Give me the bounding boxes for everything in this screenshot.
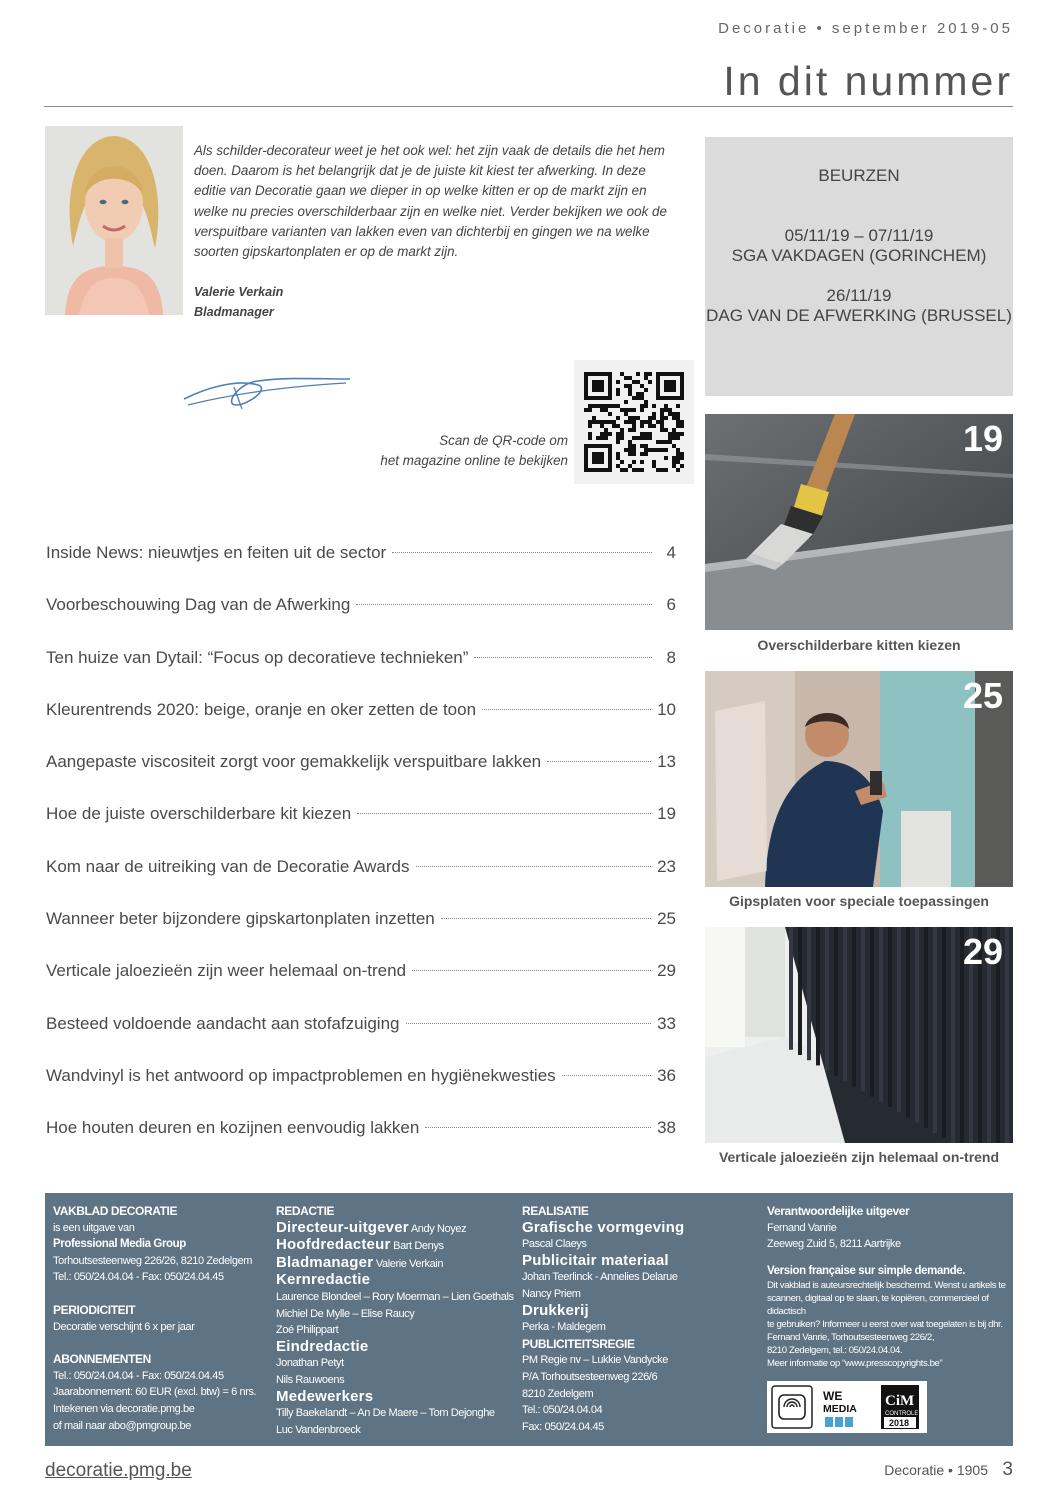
feature-photo-blinds[interactable]	[705, 927, 1013, 1143]
badges-graphic	[767, 1381, 927, 1433]
colophon-line: Tel.: 050/24.04.04 - Fax: 050/24.04.45	[53, 1271, 224, 1284]
toc-title: Ten huize van Dytail: “Focus op decoratieve technieken”	[46, 647, 469, 667]
author-name: Valerie Verkain	[194, 285, 284, 299]
toc-page: 23	[657, 856, 676, 876]
colophon-line: P/A Torhoutsesteenweg 226/6	[522, 1370, 658, 1383]
events-box	[705, 137, 1013, 396]
role-label: Directeur-uitgever	[276, 1218, 409, 1236]
we-media-logo-media: MEDIA	[823, 1403, 857, 1415]
toc-entry[interactable]	[46, 648, 676, 700]
colophon-line: Fax: 050/24.04.45	[522, 1420, 604, 1433]
toc-leader	[416, 866, 652, 867]
portrait-illustration	[45, 126, 183, 315]
author-portrait	[45, 126, 183, 315]
event-name: SGA VAKDAGEN (GORINCHEM)	[731, 246, 987, 265]
event-name: DAG VAN DE AFWERKING (BRUSSEL)	[706, 306, 1012, 325]
event-dates: 05/11/19 – 07/11/19	[784, 226, 934, 245]
role-label: Bladmanager	[276, 1253, 374, 1271]
colophon-line: Michiel De Mylle – Elise Raucy	[276, 1307, 415, 1320]
feature-caption: Gipsplaten voor speciale toepassingen	[729, 893, 989, 909]
feature-caption: Verticale jaloezieën zijn helemaal on-trend	[718, 1149, 1000, 1165]
role-person: Bart Denys	[393, 1240, 444, 1253]
role-person: Andy Noyez	[410, 1222, 467, 1235]
toc-page: 10	[657, 699, 676, 719]
toc-page: 29	[657, 961, 676, 981]
toc-title: Wandvinyl is het antwoord op impactproblemen en hygiënekwesties	[46, 1065, 556, 1085]
colophon-line: Tilly Baekelandt – An De Maere – Tom Dejonghe	[276, 1407, 495, 1420]
events-heading: BEURZEN	[818, 166, 900, 185]
certification-badges	[767, 1381, 927, 1433]
toc-title: Aangepaste viscositeit zorgt voor gemakkelijk verspuitbare lakken	[46, 752, 542, 772]
role-label: Publicitair materiaal	[522, 1251, 669, 1269]
toc-entry[interactable]	[46, 1118, 676, 1170]
colophon-publisher	[53, 1203, 273, 1434]
toc-leader	[474, 657, 652, 658]
colophon-line: Pascal Claeys	[522, 1238, 587, 1251]
qr-caption-line-2: het magazine online te bekijken	[380, 453, 568, 469]
toc-entry[interactable]	[46, 595, 676, 647]
toc-entry[interactable]	[46, 1014, 676, 1066]
colophon-line: Perka - Maldegem	[522, 1321, 606, 1334]
feature-page-number: 25	[962, 675, 1003, 716]
colophon-heading: REDACTIE	[276, 1204, 335, 1218]
toc-entry[interactable]	[46, 752, 676, 804]
colophon-heading: VAKBLAD DECORATIE	[53, 1204, 178, 1218]
colophon-line: PM Regie nv – Lukkie Vandycke	[522, 1354, 668, 1367]
toc-title: Besteed voldoende aandacht aan stofafzuiging	[46, 1013, 400, 1033]
colophon-responsible	[767, 1203, 1007, 1370]
colophon-line: Intekenen via decoratie.pmg.be	[53, 1402, 195, 1415]
colophon-heading: PUBLICITEITSREGIE	[522, 1336, 635, 1351]
role-label: Grafische vormgeving	[522, 1218, 685, 1236]
role-person: Valerie Verkain	[375, 1257, 444, 1270]
role-label: Hoofdredacteur	[276, 1236, 391, 1254]
colophon-heading: Verantwoordelijke uitgever	[767, 1204, 910, 1218]
toc-leader	[547, 761, 651, 762]
toc-page: 19	[657, 804, 676, 824]
toc-title: Kleurentrends 2020: beige, oranje en oker zetten de toon	[46, 699, 477, 719]
toc-leader	[482, 709, 651, 710]
toc-entry[interactable]	[46, 543, 676, 595]
toc-title: Hoe de juiste overschilderbare kit kiezen	[46, 804, 352, 824]
handwritten-signature	[178, 365, 358, 415]
toc-page: 25	[657, 909, 676, 929]
issue-info: Decoratie • september 2019-05	[718, 20, 1013, 37]
feature-page-number: 29	[962, 931, 1003, 972]
colophon-line: Nils Rauwoens	[276, 1373, 345, 1386]
copyright-note: scannen, digitaal op te slaan, te kopiëren, commercieel of didactisch	[767, 1293, 989, 1318]
colophon	[45, 1193, 1013, 1446]
feature-page-number: 19	[962, 418, 1003, 459]
toc-title: Inside News: nieuwtjes en feiten uit de sector	[46, 543, 387, 562]
colophon-line: Tel.: 050/24.04.04	[522, 1404, 603, 1417]
feature-caption: Overschilderbare kitten kiezen	[757, 637, 961, 653]
toc-title: Voorbeschouwing Dag van de Afwerking	[46, 595, 351, 615]
footer-magazine: Decoratie • 1905	[884, 1462, 988, 1478]
copyright-note: te gebruiken? Informeer u eerst over wat toegelaten is bij dhr.	[767, 1319, 1003, 1331]
colophon-heading: Version française sur simple demande.	[767, 1264, 966, 1277]
toc-entry[interactable]	[46, 857, 676, 909]
website-link[interactable]: decoratie.pmg.be	[45, 1460, 192, 1481]
toc-entry[interactable]	[46, 804, 676, 856]
colophon-line: Zeeweg Zuid 5, 8211 Aartrijke	[767, 1238, 901, 1251]
toc-leader	[412, 970, 651, 971]
colophon-line: Laurence Blondeel – Rory Moerman – Lien Goethals	[276, 1290, 514, 1303]
colophon-line: Nancy Priem	[522, 1287, 581, 1300]
qr-caption	[330, 431, 568, 471]
header-divider	[44, 106, 1013, 107]
qr-code[interactable]	[574, 360, 694, 484]
cim-logo: CiM	[885, 1393, 915, 1409]
colophon-heading: ABONNEMENTEN	[53, 1352, 151, 1367]
toc-page: 33	[657, 1013, 676, 1033]
role-label: Eindredactie	[276, 1337, 369, 1355]
toc-page: 36	[657, 1065, 676, 1085]
toc-leader	[392, 552, 652, 553]
colophon-production	[522, 1203, 752, 1435]
qr-caption-line-1: Scan de QR-code om	[439, 433, 568, 448]
copyright-note: 8210 Zedelgem, tel.: 050/24.04.04.	[767, 1345, 903, 1357]
colophon-line: Luc Vandenbroeck	[276, 1423, 361, 1436]
editorial-text: Als schilder-decorateur weet je het ook wel: het zijn vaak de details die het hem doen. Daarom is het belangrijk dat je de juiste kit kiest ter afwerking. In deze editie van Decoratie gaan we dieper in op welke kitten er op de markt zijn en welke nu precies overschilderbaar zijn en welke niet. Verder bekijken we ook de verspuitbare varianten van lakken even van dichterbij en gingen we na welke soorten gipskartonplaten er op de markt zijn.	[194, 143, 667, 260]
colophon-line: Jonathan Petyt	[276, 1357, 344, 1370]
toc-page: 6	[666, 595, 676, 615]
feature-photo-brush[interactable]	[705, 414, 1013, 630]
toc-page: 8	[666, 647, 676, 667]
role-label: Medewerkers	[276, 1387, 374, 1405]
cim-logo-subtitle: CONTROLE	[885, 1411, 919, 1417]
colophon-line: Johan Teerlinck - Annelies Delarue	[522, 1271, 678, 1284]
toc-leader	[356, 604, 652, 605]
feature-photo-drywall[interactable]	[705, 671, 1013, 887]
publisher-name: Professional Media Group	[53, 1238, 186, 1251]
colophon-editorial	[276, 1203, 516, 1438]
toc-entry[interactable]	[46, 961, 676, 1013]
toc-title: Hoe houten deuren en kozijnen eenvoudig lakken	[46, 1118, 420, 1138]
colophon-line: Tel.: 050/24.04.04 - Fax: 050/24.04.45	[53, 1369, 224, 1382]
qr-code-graphic	[574, 360, 694, 484]
event-dates: 26/11/19	[826, 286, 892, 305]
page-number: 3	[1002, 1459, 1013, 1480]
table-of-contents	[46, 543, 676, 1171]
copyright-note: Meer informatie op “www.presscopyrights.be”	[767, 1358, 943, 1370]
colophon-line: Torhoutsesteenweg 226/26, 8210 Zedelgem	[53, 1254, 253, 1267]
colophon-line: Jaarabonnement: 60 EUR (excl. btw) = 6 nrs.	[53, 1386, 257, 1399]
colophon-heading: REALISATIE	[522, 1204, 589, 1218]
toc-entry[interactable]	[46, 1066, 676, 1118]
colophon-line: Zoé Philippart	[276, 1324, 339, 1337]
editorial-signature-block	[194, 282, 283, 322]
toc-title: Verticale jaloezieën zijn weer helemaal on-trend	[46, 961, 407, 981]
event-item	[705, 226, 1013, 266]
event-item	[705, 286, 1013, 326]
toc-leader	[425, 1127, 651, 1128]
toc-title: Wanneer beter bijzondere gipskartonplaten inzetten	[46, 909, 435, 929]
toc-leader	[357, 813, 651, 814]
role-label: Kernredactie	[276, 1271, 371, 1289]
colophon-heading: PERIODICITEIT	[53, 1302, 136, 1317]
page-title: In dit nummer	[723, 58, 1013, 104]
toc-page: 38	[657, 1118, 676, 1138]
colophon-line: Fernand Vanrie	[767, 1221, 837, 1234]
author-role: Bladmanager	[194, 305, 274, 320]
colophon-line: is een uitgave van	[53, 1221, 135, 1234]
toc-entry[interactable]	[46, 700, 676, 752]
colophon-line: of mail naar abo@pmgroup.be	[53, 1419, 191, 1432]
toc-leader	[441, 918, 651, 919]
toc-page: 13	[657, 752, 676, 772]
toc-title: Kom naar de uitreiking van de Decoratie Awards	[46, 856, 410, 876]
colophon-line: Decoratie verschijnt 6 x per jaar	[53, 1320, 195, 1333]
toc-page: 4	[666, 543, 676, 562]
role-label: Drukkerij	[522, 1301, 589, 1319]
toc-leader	[562, 1075, 651, 1076]
cim-year: 2018	[889, 1418, 910, 1428]
colophon-line: 8210 Zedelgem	[522, 1387, 594, 1400]
toc-entry[interactable]	[46, 909, 676, 961]
toc-leader	[406, 1023, 652, 1024]
we-media-logo-we: WE	[823, 1389, 843, 1403]
copyright-note: Dit vakblad is auteursrechtelijk beschermd. Wenst u artikels te	[767, 1280, 1006, 1292]
copyright-note: Fernand Vanrie, Torhoutsesteenweg 226/2,	[767, 1332, 935, 1344]
